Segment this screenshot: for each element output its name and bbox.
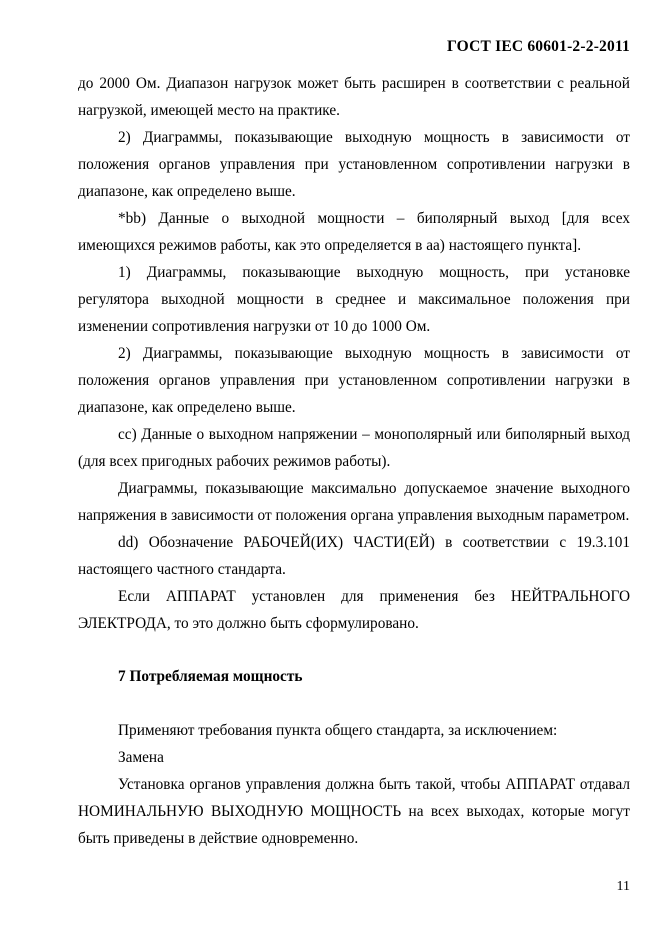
paragraph-item-2-monopolar: 2) Диаграммы, показывающие выходную мощность в зависимости от положения органов управления при установленном сопротивлении нагрузки в диапазоне, как определено выше.	[78, 129, 630, 200]
paragraph-bb-bipolar: *bb) Данные о выходной мощности – биполярный выход [для всех имеющихся режимов работы, как это определяется в aa) настоящего пункта].	[78, 210, 630, 254]
section-paragraph-settings: Установка органов управления должна быть такой, чтобы АППАРАТ отдавал НОМИНАЛЬНУЮ ВЫХОДНУЮ МОЩНОСТЬ на всех выходах, которые могут быть приведены в действие одновременно.	[78, 776, 630, 847]
paragraph-voltage-diagrams: Диаграммы, показывающие максимально допускаемое значение выходного напряжения в зависимости от положения органа управления выходным параметром.	[78, 480, 630, 524]
paragraph-continuation: до 2000 Ом. Диапазон нагрузок может быть расширен в соответствии с реальной нагрузкой, имеющей место на практике.	[78, 75, 630, 119]
paragraph-neutral-electrode: Если АППАРАТ установлен для применения без НЕЙТРАЛЬНОГО ЭЛЕКТРОДА, то это должно быть сформулировано.	[78, 588, 630, 632]
section-paragraph-requirements: Применяют требования пункта общего стандарта, за исключением:	[118, 722, 558, 739]
document-header: ГОСТ IEC 60601-2-2-2011	[446, 38, 630, 55]
page-number: 11	[616, 879, 630, 894]
paragraph-dd-applied-parts: dd) Обозначение РАБОЧЕЙ(ИХ) ЧАСТИ(ЕЙ) в соответствии с 19.3.101 настоящего частного стандарта.	[78, 534, 630, 578]
section-title: 7 Потребляемая мощность	[118, 668, 303, 685]
paragraph-item-2-bipolar: 2) Диаграммы, показывающие выходную мощность в зависимости от положения органов управления при установленном сопротивлении нагрузки в диапазоне, как определено выше.	[78, 345, 630, 416]
paragraph-cc-voltage: cc) Данные о выходном напряжении – монополярный или биполярный выход (для всех пригодных рабочих режимов работы).	[78, 426, 630, 470]
document-body	[78, 70, 630, 852]
paragraph-item-1-bipolar: 1) Диаграммы, показывающие выходную мощность, при установке регулятора выходной мощности в среднее и максимальное положения при изменении сопротивления нагрузки от 10 до 1000 Ом.	[78, 264, 630, 335]
section-paragraph-replacement: Замена	[118, 749, 164, 766]
